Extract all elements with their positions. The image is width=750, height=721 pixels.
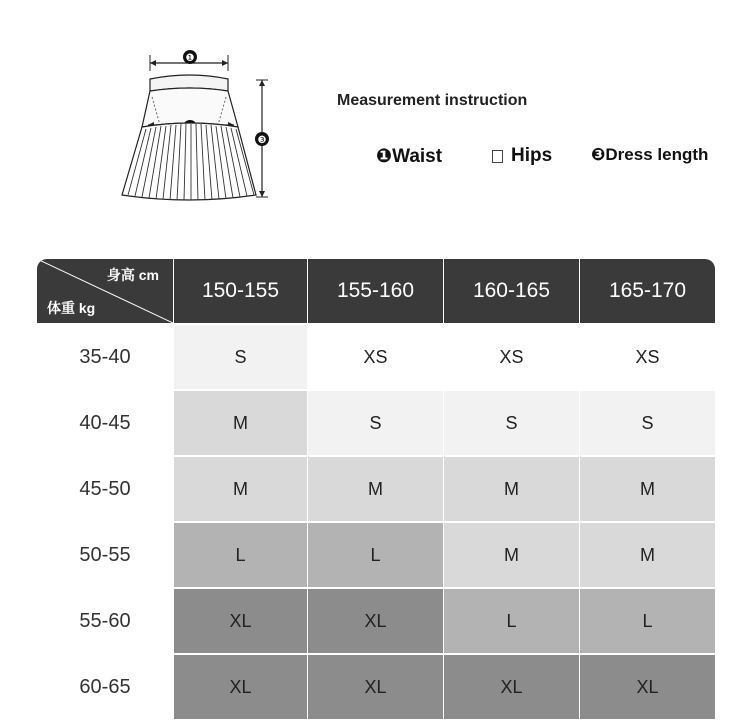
weight-axis-label: 体重 kg (47, 300, 96, 316)
size-table (37, 259, 715, 721)
size-cell: M (580, 523, 715, 587)
size-cell: S (444, 391, 579, 455)
height-column-header: 165-170 (580, 259, 715, 323)
legend-waist-label: Waist (392, 145, 443, 167)
size-cell: L (174, 523, 307, 587)
size-cell: XL (444, 655, 579, 719)
size-cell: XL (308, 655, 443, 719)
size-cell: XS (444, 325, 579, 389)
svg-text:❸: ❸ (257, 135, 267, 146)
size-cell: XS (580, 325, 715, 389)
weight-row-label: 60-65 (37, 655, 173, 719)
weight-row-label: 45-50 (37, 457, 173, 521)
size-cell: S (580, 391, 715, 455)
legend-waist-marker: ❶ (376, 146, 393, 167)
size-cell: M (308, 457, 443, 521)
size-cell: S (308, 391, 443, 455)
size-cell: S (174, 325, 307, 389)
size-cell: L (308, 523, 443, 587)
measurement-title: Measurement instruction (337, 92, 528, 109)
size-cell: M (174, 457, 307, 521)
weight-row-label: 40-45 (37, 391, 173, 455)
legend-length-marker: ❸ (591, 145, 606, 164)
table-corner-header (37, 259, 173, 323)
size-cell: XL (308, 589, 443, 653)
height-column-header: 160-165 (444, 259, 579, 323)
legend-hips-label: Hips (511, 145, 553, 166)
legend-length-label: Dress length (605, 145, 709, 164)
size-cell: L (444, 589, 579, 653)
size-cell: M (444, 457, 579, 521)
size-cell: M (174, 391, 307, 455)
size-cell: XS (308, 325, 443, 389)
size-cell: M (580, 457, 715, 521)
size-cell: M (444, 523, 579, 587)
weight-row-label: 50-55 (37, 523, 173, 587)
legend-dress-length (591, 145, 708, 165)
height-column-header: 150-155 (174, 259, 307, 323)
height-axis-label: 身高 cm (106, 267, 159, 283)
weight-row-label: 35-40 (37, 325, 173, 389)
height-column-header: 155-160 (308, 259, 443, 323)
size-cell: XL (174, 655, 307, 719)
size-cell: L (580, 589, 715, 653)
svg-text:❶: ❶ (185, 53, 195, 64)
missing-glyph-icon (492, 150, 503, 163)
legend-waist (376, 145, 442, 168)
legend-hips (492, 145, 552, 167)
weight-row-label: 55-60 (37, 589, 173, 653)
skirt-diagram (110, 45, 280, 210)
size-cell: XL (580, 655, 715, 719)
size-cell: XL (174, 589, 307, 653)
